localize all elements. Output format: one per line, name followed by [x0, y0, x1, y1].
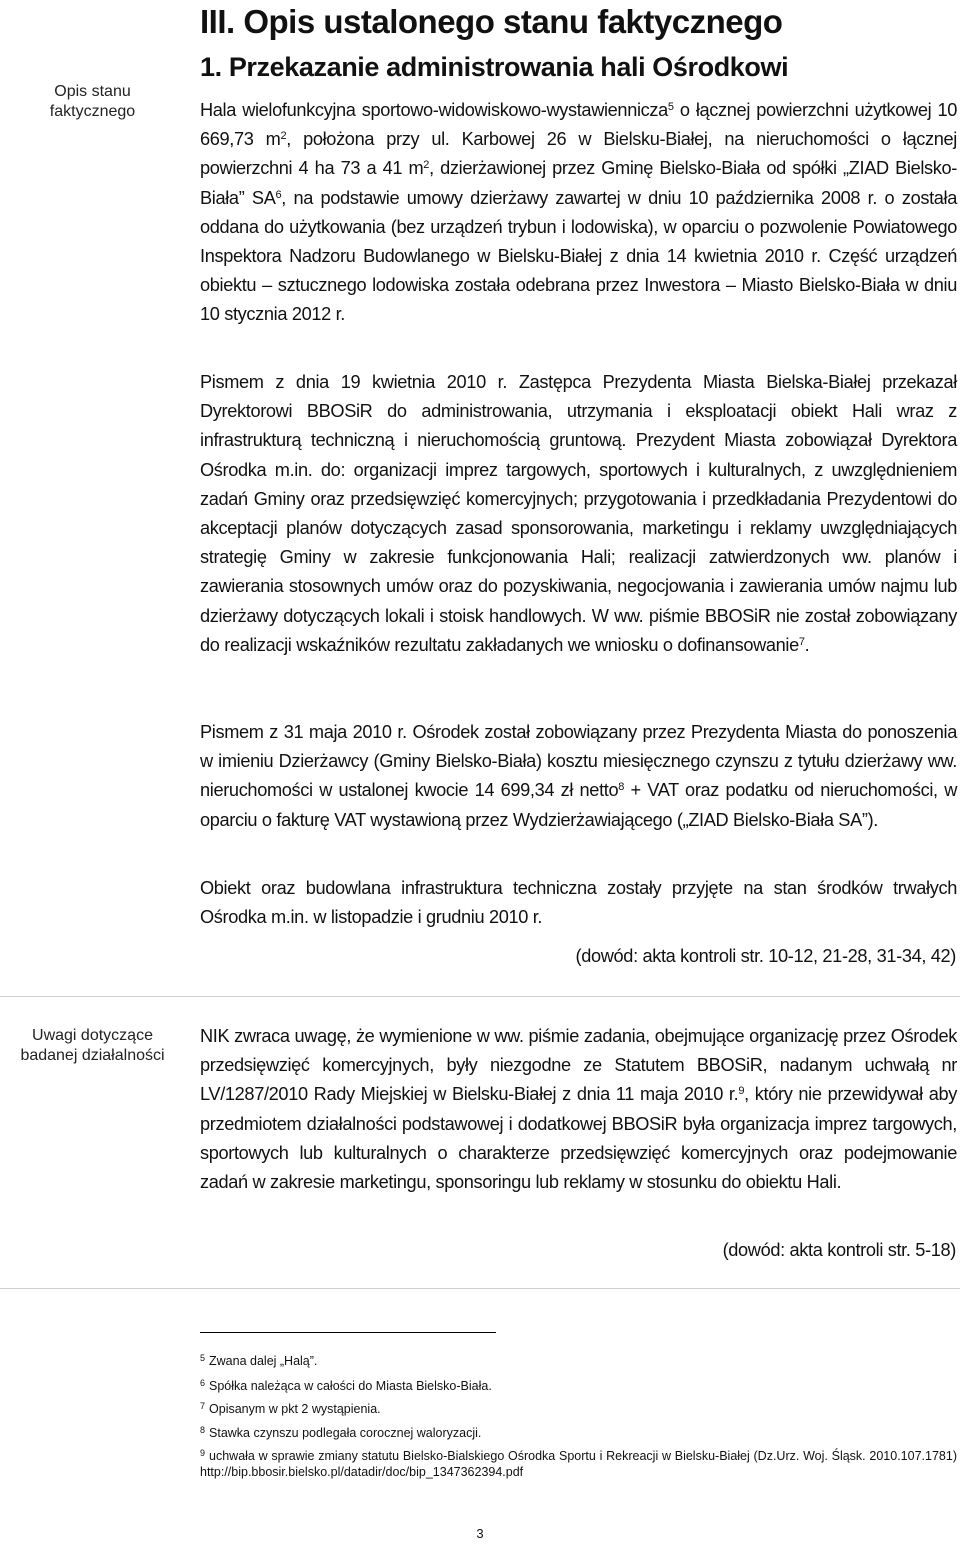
evidence-reference-2: (dowód: akta kontroli str. 5-18)	[722, 1240, 956, 1260]
margin-label-line: Opis stanu	[54, 83, 131, 100]
footnote: $^6$ Spółka należąca w całości do Miasta Bielsko-Biała.	[200, 1378, 492, 1393]
margin-label-line: faktycznego	[49, 103, 136, 120]
section-divider-2	[0, 1288, 960, 1289]
margin-label-section2	[0, 1026, 185, 1066]
footnote-rule	[200, 1332, 496, 1333]
margin-label-line: Uwagi dotyczące	[32, 1027, 153, 1044]
paragraph-hall-description: Hala wielofunkcyjna sportowo-widowiskowo-wystawiennicza$^5$ o łącznej powierzchni użytkowej 10 669,73 $m^2$, położona przy ul. Karbowej 26 w Bielsku-Białej, na nieruchomości o łącznej powierzchni 4 ha 73 a 41 $m^2$, dzierżawionej przez Gminę Bielsko-Biała od spółki „ZIAD Bielsko-Biała” $SA^6$, na podstawie umowy dzierżawy zawartej w dniu 10 października 2008 r. o została oddana do użytkowania (bez urządzeń trybun i lodowiska), w oparciu o pozwolenie Powiatowego Inspektora Nadzoru Budowlanego w Bielsku-Białej z dnia 14 kwietnia 2010 r. Część urządzeń obiektu – sztucznego lodowiska została odebrana przez Inwestora – Miasto Bielsko-Biała w dniu 10 stycznia 2012 r.	[200, 100, 958, 325]
section1-body-4	[200, 874, 957, 932]
margin-label-line: badanej działalności	[20, 1047, 165, 1064]
evidence-reference: (dowód: akta kontroli str. 10-12, 21-28, 31-34, 42)	[575, 946, 956, 966]
section1-body-3	[200, 718, 957, 835]
section1-body	[200, 96, 957, 330]
section2-body	[200, 1022, 957, 1197]
margin-label-section1	[0, 82, 185, 122]
footnote: $^5$ Zwana dalej „Halą”.	[200, 1353, 318, 1368]
paragraph-letter-may: Pismem z 31 maja 2010 r. Ośrodek został zobowiązany przez Prezydenta Miasta do ponoszenia w imieniu Dzierżawcy (Gminy Bielsko-Biała) kosztu miesięcznego czynszu z tytułu dzierżawy ww. nieruchomości w ustalonej kwocie 14 699,34 zł netto$^8$ + VAT oraz podatku od nieruchomości, w oparciu o fakturę VAT wystawioną przez Wydzierżawiającego („ZIAD Bielsko-Biała SA”).	[200, 722, 957, 830]
section-divider	[0, 996, 960, 997]
section-heading: III. Opis ustalonego stanu faktycznego	[200, 3, 783, 40]
paragraph-letter-april: Pismem z dnia 19 kwietnia 2010 r. Zastępca Prezydenta Miasta Bielska-Białej przekazał Dyrektorowi BBOSiR do administrowania, utrzymania i eksploatacji obiekt Hali wraz z infrastrukturą techniczną i nieruchomością gruntową. Prezydent Miasta zobowiązał Dyrektora Ośrodka m.in. do: organizacji imprez targowych, sportowych i kulturalnych, z uwzględnieniem zadań Gminy oraz przedsięwzięć komercyjnych; przygotowania i przedkładania Prezydentowi do akceptacji planów dotyczących zasad sponsorowania, marketingu i reklamy uwzględniających strategię Gminy w zakresie funkcjonowania Hali; realizacji zatwierdzonych ww. planów i zawierania stosownych umów oraz do pozyskiwania, negocjowania i zawierania umów najmu lub dzierżawy dotyczących lokali i stoisk handlowych. W ww. piśmie BBOSiR nie został zobowiązany do realizacji wskaźników rezultatu zakładanych we wniosku o dofinansowanie$^7$.	[200, 372, 957, 655]
paragraph-fixed-assets: Obiekt oraz budowlana infrastruktura techniczna zostały przyjęte na stan środków trwałych Ośrodka m.in. w listopadzie i grudniu 2010 r.	[200, 878, 957, 928]
subsection-heading: 1. Przekazanie administrowania hali Ośrodkowi	[200, 52, 789, 82]
footnote: $^7$ Opisanym w pkt 2 wystąpienia.	[200, 1401, 381, 1416]
paragraph-nik-remark: NIK zwraca uwagę, że wymienione w ww. piśmie zadania, obejmujące organizację przez Ośrodek przedsięwzięć komercyjnych, były niezgodne ze Statutem BBOSiR, nadanym uchwałą nr LV/1287/2010 Rady Miejskiej w Bielsku-Białej z dnia 11 maja 2010 r.$^9$, który nie przewidywał aby przedmiotem działalności podstawowej i dodatkowej BBOSiR była organizacja imprez targowych, sportowych lub kulturalnych o charakterze przedsięwzięć komercyjnych oraz podejmowanie zadań w zakresie marketingu, sponsoringu lub reklamy w stosunku do obiektu Hali.	[200, 1026, 957, 1193]
footnote: $^8$ Stawka czynszu podlegała corocznej waloryzacji.	[200, 1425, 482, 1440]
section1-body-2	[200, 368, 957, 660]
page-number: 3	[476, 1526, 484, 1541]
footnote: $^9$ uchwała w sprawie zmiany statutu Bielsko-Bialskiego Ośrodka Sportu i Rekreacji w Bielsku-Białej (Dz.Urz. Woj. Śląsk. 2010.107.1781) http://bip.bbosir.bielsko.pl/datadir/doc/bip_1347362394.pdf	[200, 1448, 957, 1479]
